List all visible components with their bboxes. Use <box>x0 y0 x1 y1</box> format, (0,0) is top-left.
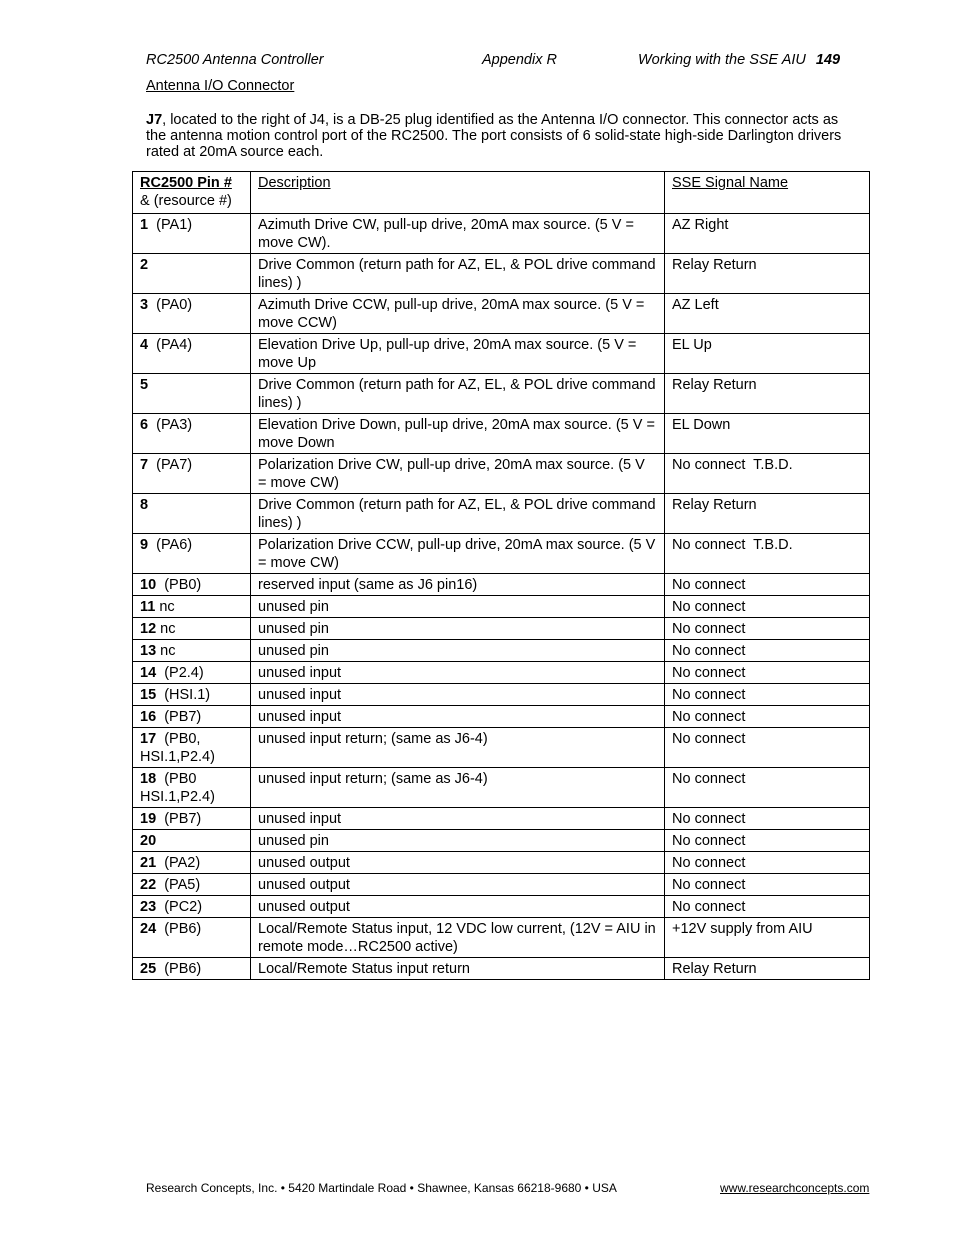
pin-cell <box>133 808 251 830</box>
description-cell: Elevation Drive Down, pull-up drive, 20mA max source. (5 V = move Down <box>251 414 665 454</box>
description-cell: unused pin <box>251 596 665 618</box>
pin-cell <box>133 494 251 534</box>
pin-number: 23 <box>140 899 157 915</box>
signal-cell: No connect T.B.D. <box>665 454 870 494</box>
pin-number: 21 <box>140 855 157 871</box>
description-cell: Local/Remote Status input, 12 VDC low current, (12V = AIU in remote mode…RC2500 active) <box>251 918 665 958</box>
description-cell: unused pin <box>251 830 665 852</box>
header-document-title: RC2500 Antenna Controller <box>146 52 324 68</box>
header-appendix: Appendix R <box>482 52 557 68</box>
table-row <box>133 830 870 852</box>
description-cell: unused pin <box>251 640 665 662</box>
description-cell: unused input return; (same as J6-4) <box>251 728 665 768</box>
pin-resource: (PA3) <box>148 417 193 433</box>
pin-resource: (PB0 HSI.1,P2.4) <box>140 771 215 805</box>
pin-number: 15 <box>140 687 157 703</box>
pin-number: 19 <box>140 811 157 827</box>
pin-resource: nc <box>155 599 175 615</box>
description-cell: unused output <box>251 874 665 896</box>
pin-resource: (HSI.1) <box>156 687 211 703</box>
pin-resource: (PB6) <box>156 961 202 977</box>
pin-cell <box>133 728 251 768</box>
table-row <box>133 918 870 958</box>
header-description-cell <box>251 172 665 214</box>
signal-cell: No connect <box>665 662 870 684</box>
pin-number: 4 <box>140 337 149 353</box>
description-cell: Azimuth Drive CW, pull-up drive, 20mA max source. (5 V = move CW). <box>251 214 665 254</box>
pin-number: 6 <box>140 417 149 433</box>
signal-cell: No connect <box>665 852 870 874</box>
header-pin-subtitle: & (resource #) <box>140 193 232 209</box>
signal-cell: No connect <box>665 874 870 896</box>
pin-cell <box>133 618 251 640</box>
pin-number: 16 <box>140 709 157 725</box>
header-section <box>638 52 840 68</box>
signal-cell: Relay Return <box>665 254 870 294</box>
table-row <box>133 414 870 454</box>
pin-number: 12 <box>140 621 157 637</box>
pin-cell <box>133 684 251 706</box>
pin-cell <box>133 852 251 874</box>
table-row <box>133 254 870 294</box>
pin-resource: (P2.4) <box>156 665 204 681</box>
description-cell: unused pin <box>251 618 665 640</box>
pin-cell <box>133 640 251 662</box>
table-row <box>133 374 870 414</box>
description-cell: unused input <box>251 808 665 830</box>
table-row <box>133 768 870 808</box>
signal-cell: No connect <box>665 706 870 728</box>
pin-cell <box>133 662 251 684</box>
pin-cell <box>133 254 251 294</box>
signal-cell: No connect <box>665 768 870 808</box>
table-row <box>133 214 870 254</box>
pin-cell <box>133 374 251 414</box>
description-cell: Drive Common (return path for AZ, EL, & POL drive command lines) ) <box>251 374 665 414</box>
pin-cell <box>133 830 251 852</box>
pin-number: 14 <box>140 665 157 681</box>
pin-number: 7 <box>140 457 149 473</box>
pin-cell <box>133 918 251 958</box>
table-row <box>133 334 870 374</box>
signal-cell: No connect <box>665 830 870 852</box>
section-title: Antenna I/O Connector <box>146 78 295 94</box>
pin-resource: (PA6) <box>148 537 193 553</box>
pin-cell <box>133 294 251 334</box>
description-cell: unused output <box>251 896 665 918</box>
pin-number: 3 <box>140 297 149 313</box>
pin-cell <box>133 958 251 980</box>
pin-number: 20 <box>140 833 157 849</box>
header-pin-cell <box>133 172 251 214</box>
pin-cell <box>133 896 251 918</box>
pin-resource: (PB6) <box>156 921 202 937</box>
pinout-table <box>132 171 870 980</box>
pin-number: 13 <box>140 643 157 659</box>
pin-number: 17 <box>140 731 157 747</box>
header-signal: SSE Signal Name <box>672 175 789 191</box>
pin-cell <box>133 706 251 728</box>
intro-lead: J7 <box>146 112 163 128</box>
pin-cell <box>133 874 251 896</box>
pin-number: 1 <box>140 217 149 233</box>
table-header-row <box>133 172 870 214</box>
pin-resource: (PB7) <box>156 709 202 725</box>
table-row <box>133 574 870 596</box>
pin-cell <box>133 214 251 254</box>
signal-cell: +12V supply from AIU <box>665 918 870 958</box>
pin-number: 8 <box>140 497 149 513</box>
pin-resource: nc <box>156 621 176 637</box>
pin-number: 2 <box>140 257 149 273</box>
table-row <box>133 618 870 640</box>
intro-paragraph <box>146 112 858 160</box>
signal-cell: No connect <box>665 808 870 830</box>
pin-resource: (PA0) <box>148 297 193 313</box>
pin-resource: (PB0) <box>156 577 202 593</box>
description-cell: Azimuth Drive CCW, pull-up drive, 20mA max source. (5 V = move CCW) <box>251 294 665 334</box>
pin-number: 25 <box>140 961 157 977</box>
header-signal-cell <box>665 172 870 214</box>
pin-resource: (PA1) <box>148 217 193 233</box>
table-row <box>133 874 870 896</box>
table-row <box>133 596 870 618</box>
footer-address: Research Concepts, Inc. • 5420 Martindale Road • Shawnee, Kansas 66218-9680 • USA <box>146 1181 617 1195</box>
signal-cell: Relay Return <box>665 374 870 414</box>
description-cell: unused output <box>251 852 665 874</box>
pin-cell <box>133 768 251 808</box>
pin-cell <box>133 454 251 494</box>
pin-number: 18 <box>140 771 157 787</box>
header-pin-title: RC2500 Pin # <box>140 175 232 191</box>
signal-cell: EL Up <box>665 334 870 374</box>
pin-number: 24 <box>140 921 157 937</box>
signal-cell: No connect T.B.D. <box>665 534 870 574</box>
table-row <box>133 852 870 874</box>
description-cell: Elevation Drive Up, pull-up drive, 20mA max source. (5 V = move Up <box>251 334 665 374</box>
pin-resource: (PB0, HSI.1,P2.4) <box>140 731 215 765</box>
pin-cell <box>133 534 251 574</box>
pin-resource: (PA5) <box>156 877 201 893</box>
pin-cell <box>133 596 251 618</box>
signal-cell: AZ Right <box>665 214 870 254</box>
signal-cell: No connect <box>665 574 870 596</box>
table-row <box>133 684 870 706</box>
description-cell: Local/Remote Status input return <box>251 958 665 980</box>
pin-cell <box>133 574 251 596</box>
signal-cell: No connect <box>665 640 870 662</box>
description-cell: reserved input (same as J6 pin16) <box>251 574 665 596</box>
pin-cell <box>133 334 251 374</box>
header-description: Description <box>258 175 331 191</box>
table-row <box>133 640 870 662</box>
table-row <box>133 706 870 728</box>
table-row <box>133 662 870 684</box>
pin-number: 9 <box>140 537 149 553</box>
pin-resource: (PC2) <box>156 899 203 915</box>
description-cell: unused input <box>251 706 665 728</box>
signal-cell: EL Down <box>665 414 870 454</box>
table-row <box>133 494 870 534</box>
pin-resource: nc <box>156 643 176 659</box>
description-cell: Polarization Drive CW, pull-up drive, 20mA max source. (5 V = move CW) <box>251 454 665 494</box>
pin-number: 11 <box>140 599 156 615</box>
signal-cell: No connect <box>665 596 870 618</box>
footer-website-link[interactable]: www.researchconcepts.com <box>720 1181 870 1195</box>
pin-number: 22 <box>140 877 157 893</box>
pin-number: 5 <box>140 377 149 393</box>
table-row <box>133 958 870 980</box>
header-section-title: Working with the SSE AIU <box>638 52 806 68</box>
pin-resource: (PA2) <box>156 855 201 871</box>
signal-cell: No connect <box>665 684 870 706</box>
table-row <box>133 896 870 918</box>
description-cell: unused input <box>251 662 665 684</box>
table-row <box>133 534 870 574</box>
page-number: 149 <box>815 52 841 68</box>
pin-resource: (PB7) <box>156 811 202 827</box>
pin-resource: (PA7) <box>148 457 193 473</box>
signal-cell: AZ Left <box>665 294 870 334</box>
signal-cell: Relay Return <box>665 494 870 534</box>
description-cell: unused input <box>251 684 665 706</box>
signal-cell: No connect <box>665 728 870 768</box>
intro-text: , located to the right of J4, is a DB-25 plug identified as the Antenna I/O connector. This connector acts as the antenna motion control port of the RC2500. The port consists of 6 solid-state high-side Darlington drivers rated at 20mA source each. <box>146 112 842 160</box>
table-row <box>133 728 870 768</box>
signal-cell: No connect <box>665 896 870 918</box>
description-cell: unused input return; (same as J6-4) <box>251 768 665 808</box>
pin-resource: (PA4) <box>148 337 193 353</box>
table-row <box>133 294 870 334</box>
table-row <box>133 808 870 830</box>
pin-cell <box>133 414 251 454</box>
pin-number: 10 <box>140 577 157 593</box>
table-row <box>133 454 870 494</box>
description-cell: Polarization Drive CCW, pull-up drive, 20mA max source. (5 V = move CW) <box>251 534 665 574</box>
signal-cell: Relay Return <box>665 958 870 980</box>
signal-cell: No connect <box>665 618 870 640</box>
description-cell: Drive Common (return path for AZ, EL, & POL drive command lines) ) <box>251 254 665 294</box>
description-cell: Drive Common (return path for AZ, EL, & POL drive command lines) ) <box>251 494 665 534</box>
